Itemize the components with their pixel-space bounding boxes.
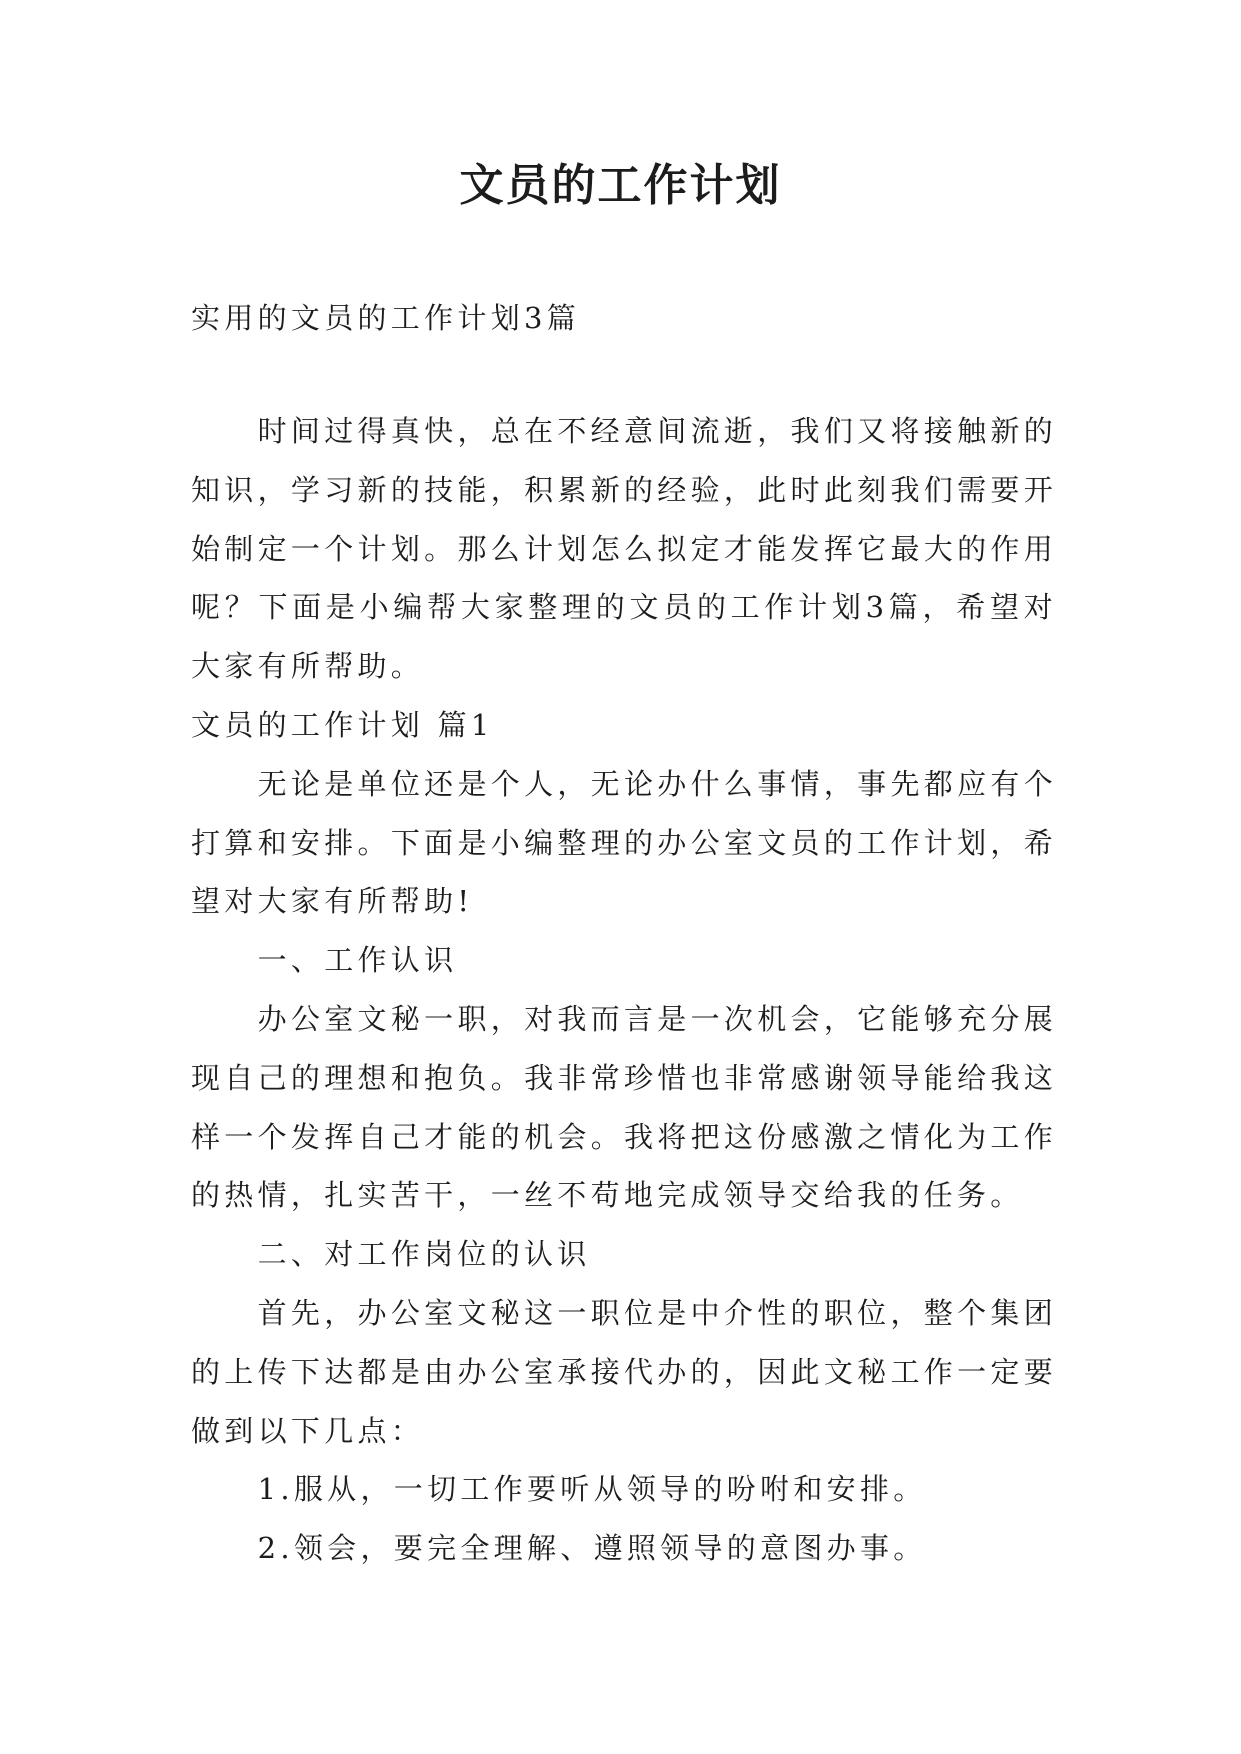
body-line: 的热情，扎实苦干，一丝不苟地完成领导交给我的任务。 (191, 1178, 1024, 1213)
document-body (191, 402, 1057, 1578)
body-line: 样一个发挥自己才能的机会。我将把这份感激之情化为工作 (191, 1119, 1057, 1154)
body-line: 大家有所帮助。 (191, 649, 425, 684)
list-item: 2.领会，要完全理解、遵照领导的意图办事。 (257, 1531, 927, 1566)
body-line: 打算和安排。下面是小编整理的办公室文员的工作计划，希 (191, 825, 1057, 860)
body-line: 首先，办公室文秘这一职位是中介性的职位，整个集团 (257, 1295, 1057, 1330)
body-line: 始制定一个计划。那么计划怎么拟定才能发挥它最大的作用 (191, 531, 1057, 566)
list-item: 1.服从，一切工作要听从领导的吩咐和安排。 (257, 1472, 927, 1507)
body-line: 知识，学习新的技能，积累新的经验，此时此刻我们需要开 (191, 472, 1057, 507)
body-line: 时间过得真快，总在不经意间流逝，我们又将接触新的 (257, 414, 1057, 448)
subsection-heading: 二、对工作岗位的认识 (257, 1237, 591, 1272)
document-title: 文员的工作计划 (459, 160, 782, 211)
document-subtitle: 实用的文员的工作计划3篇 (191, 301, 581, 335)
intro-paragraph (191, 402, 1057, 696)
body-line: 望对大家有所帮助! (191, 884, 474, 919)
body-line: 呢？下面是小编帮大家整理的文员的工作计划3篇，希望对 (191, 590, 1057, 625)
body-line: 做到以下几点： (191, 1413, 425, 1448)
body-line: 现自己的理想和抱负。我非常珍惜也非常感谢领导能给我这 (191, 1060, 1057, 1095)
section-heading: 文员的工作计划 篇1 (191, 707, 494, 742)
body-line: 办公室文秘一职，对我而言是一次机会，它能够充分展 (257, 1001, 1057, 1036)
subsection-heading: 一、工作认识 (257, 943, 458, 978)
paragraph (191, 1284, 1057, 1460)
body-line: 无论是单位还是个人，无论办什么事情，事先都应有个 (257, 766, 1057, 801)
numbered-list (191, 1460, 1057, 1578)
body-line: 的上传下达都是由办公室承接代办的，因此文秘工作一定要 (191, 1354, 1057, 1389)
paragraph (191, 990, 1057, 1225)
opening-paragraph (191, 755, 1057, 931)
